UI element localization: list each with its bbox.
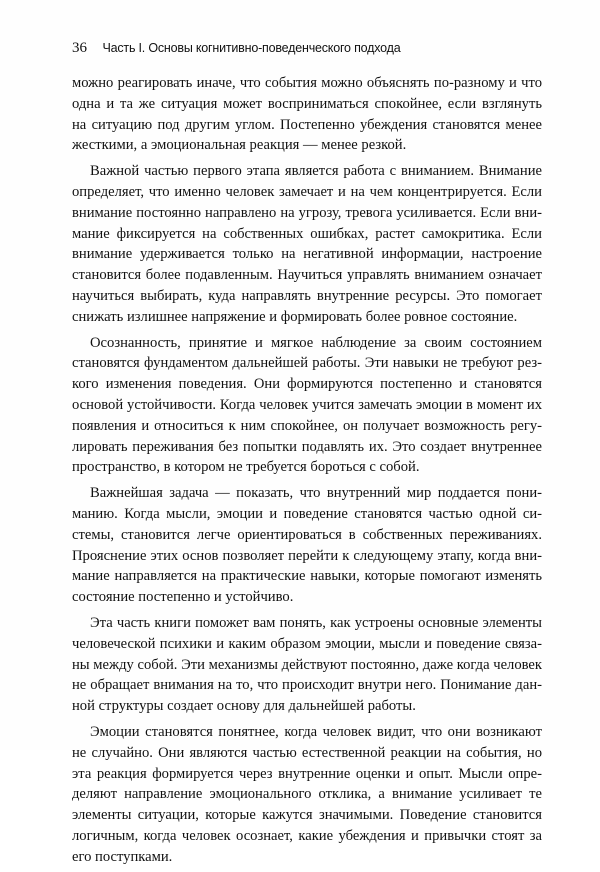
text-line: основой устойчивости. Когда человек учится замечать эмоции в момент их [72, 396, 542, 413]
text-line: одна и та же ситуация может восприниматься спокойнее, если взглянуть [72, 95, 542, 112]
text-line: кого изменения поведения. Они формируются постепенно и становятся [72, 376, 542, 393]
text-line: Эта часть книги поможет вам понять, как устроены основные элементы [90, 614, 542, 631]
paragraph [72, 161, 542, 327]
text-line: манию. Когда мысли, эмоции и поведение становятся частью одной си- [72, 505, 542, 522]
text-line: ны между собой. Эти механизмы действуют постоянно, даже когда человек [72, 656, 542, 673]
paragraph [72, 722, 542, 868]
text-line: появления и относиться к ним спокойнее, он получает возможность регу- [72, 417, 542, 434]
text-line: не случайно. Они являются частью естественной реакции на события, но [72, 744, 542, 761]
text-line: ной структуры создает основу для дальнейшей работы. [72, 698, 416, 715]
text-line: эта реакция формируется через внутренние оценки и опыт. Мысли опре- [72, 765, 542, 782]
text-line: мание направляется на практические навыки, которые помогают изменять [72, 568, 542, 585]
text-line: становится более подавленным. Научиться управлять вниманием означает [72, 267, 542, 284]
body-text [72, 73, 542, 872]
paragraph [72, 483, 542, 608]
page-number: 36 [72, 40, 87, 56]
text-line: элементы ситуации, которые кажутся значимыми. Поведение становится [72, 807, 542, 824]
text-line: пространство, в котором не требуется бороться с собой. [72, 459, 420, 476]
text-line: Важнейшая задача — показать, что внутренний мир поддается пони- [90, 485, 542, 502]
text-line: определяет, что именно человек замечает и на чем концентрируется. Если [72, 183, 542, 200]
text-line: научиться выбирать, куда направлять внутренние ресурсы. Это помогает [72, 287, 542, 304]
paragraph [72, 73, 542, 156]
chapter-title: Часть I. Основы когнитивно-поведенческого подхода [102, 41, 401, 55]
running-head [72, 40, 542, 60]
text-line: не обращает внимания на то, что происходит внутри него. Понимание дан- [72, 677, 542, 694]
text-line: становятся фундаментом дальнейшей работы. Эти навыки не требуют рез- [72, 355, 542, 372]
text-line: мание фиксируется на собственных ошибках, растет самокритика. Если [72, 225, 542, 242]
text-line: снижать излишнее напряжение и формировать более ровное состояние. [72, 308, 518, 325]
paragraph [72, 613, 542, 717]
text-line: внимание постоянно направлено на угрозу, тревога усиливается. Если вни- [72, 204, 542, 221]
text-line: Прояснение этих основ позволяет перейти к следующему этапу, когда вни- [72, 547, 542, 564]
text-line: человеческой психики и каким образом эмоции, мысли и поведение связа- [72, 635, 542, 652]
text-line: Осознанность, принятие и мягкое наблюдение за своим состоянием [90, 334, 542, 351]
text-line: его поступками. [72, 848, 173, 865]
text-line: лировать переживания без попытки подавлять их. Это создает внутреннее [72, 438, 542, 455]
text-line: деляют направление эмоционального отклика, а внимание усиливает те [72, 786, 542, 803]
text-line: стемы, становится легче ориентироваться в собственных переживаниях. [72, 526, 542, 543]
text-line: жесткими, а эмоциональная реакция — менее резкой. [72, 137, 407, 154]
text-line: можно реагировать иначе, что события можно объяснять по-разному и что [72, 75, 542, 91]
paragraph [72, 333, 542, 479]
text-line: логичным, когда человек осознает, какие убеждения и привычки стоят за [72, 827, 542, 844]
text-line: Важной частью первого этапа является работа с вниманием. Внимание [90, 163, 542, 180]
text-line: состояние постепенно и устойчиво. [72, 589, 294, 606]
text-line: на ситуацию под другим углом. Постепенно убеждения становятся менее [72, 116, 542, 133]
text-line: Эмоции становятся понятнее, когда человек видит, что они возникают [90, 723, 542, 740]
text-line: внимание удерживается только на негативной информации, настроение [72, 246, 542, 263]
